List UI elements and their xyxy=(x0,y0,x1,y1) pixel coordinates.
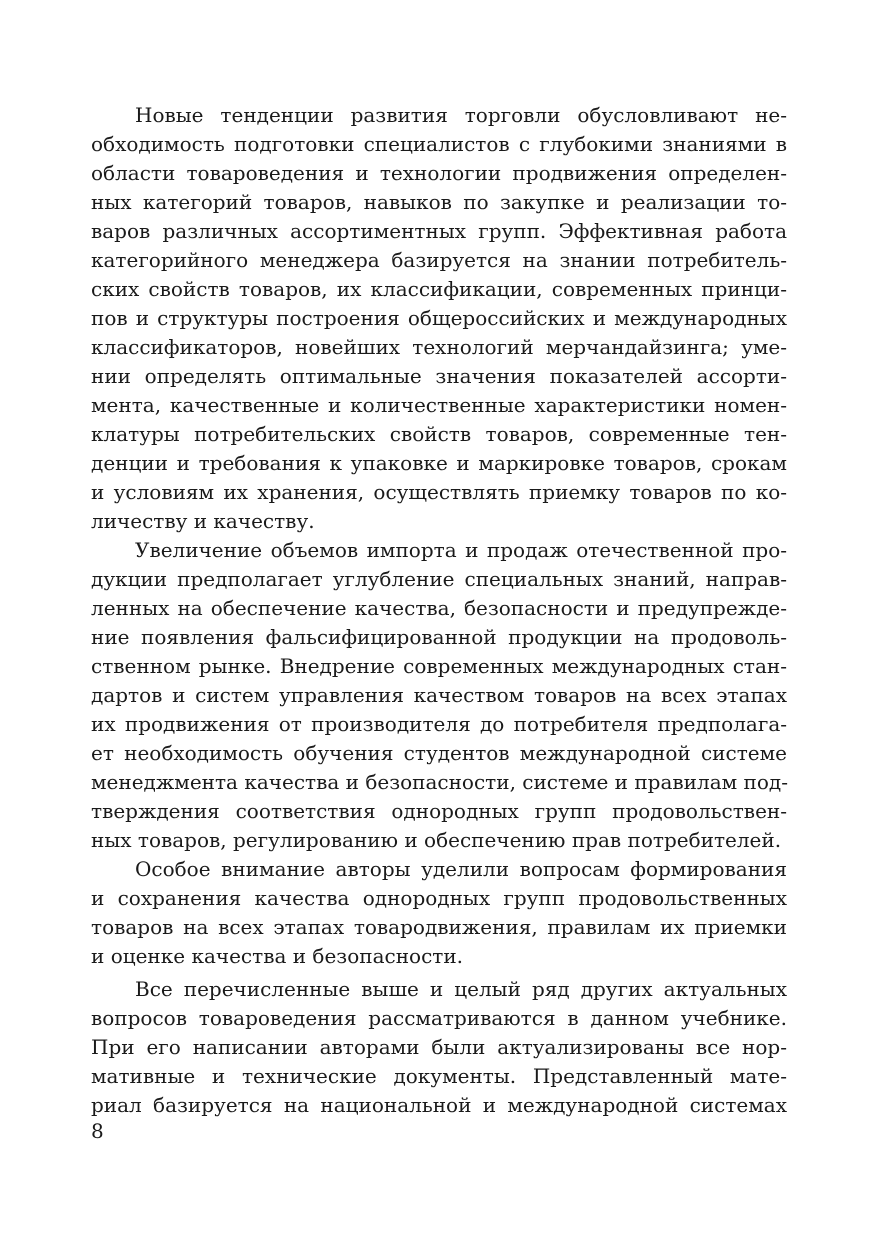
text-line: области товароведения и технологии продвижения определен- xyxy=(91,161,787,185)
text-line: ных товаров, регулированию и обеспечению прав потребителей. xyxy=(91,828,782,852)
text-line: дукции предполагает углубление специальных знаний, направ- xyxy=(91,567,787,591)
text-line: ет необходимость обучения студентов международной системе xyxy=(91,741,787,765)
text-line: их продвижения от производителя до потребителя предполага- xyxy=(91,712,787,736)
text-line: Увеличение объемов импорта и продаж отечественной про- xyxy=(135,538,787,562)
text-line: товаров на всех этапах товародвижения, правилам их приемки xyxy=(91,915,787,939)
text-line: личеству и качеству. xyxy=(91,509,315,533)
paragraph-2 xyxy=(91,536,787,855)
text-line: и оценке качества и безопасности. xyxy=(91,944,464,968)
text-line: мативные и технические документы. Представленный мате- xyxy=(91,1064,787,1088)
text-line: мента, качественные и количественные характеристики номен- xyxy=(91,393,787,417)
text-line: и условиям их хранения, осуществлять приемку товаров по ко- xyxy=(91,480,787,504)
text-line: обходимость подготовки специалистов с глубокими знаниями в xyxy=(91,132,787,156)
page-number: 8 xyxy=(91,1119,104,1143)
text-line: денции и требования к упаковке и маркировке товаров, срокам xyxy=(91,451,787,475)
page-body xyxy=(91,101,787,1120)
text-line: категорийного менеджера базируется на знании потребитель- xyxy=(91,248,787,272)
text-line: Новые тенденции развития торговли обусловливают не- xyxy=(135,103,787,127)
text-line: Особое внимание авторы уделили вопросам формирования xyxy=(135,857,787,881)
text-line: ственном рынке. Внедрение современных международных стан- xyxy=(91,654,787,678)
text-line: Все перечисленные выше и целый ряд других актуальных xyxy=(135,977,787,1001)
text-line: ние появления фальсифицированной продукции на продоволь- xyxy=(91,625,787,649)
text-line: тверждения соответствия однородных групп продовольствен- xyxy=(91,799,787,823)
paragraph-3 xyxy=(91,855,787,971)
text-line: риал базируется на национальной и международной системах xyxy=(91,1093,787,1117)
text-line: ских свойств товаров, их классификации, современных принци- xyxy=(91,277,787,301)
text-line: и сохранения качества однородных групп продовольственных xyxy=(91,886,787,910)
text-line: нии определять оптимальные значения показателей ассорти- xyxy=(91,364,787,388)
text-line: вопросов товароведения рассматриваются в данном учебнике. xyxy=(91,1006,787,1030)
text-line: варов различных ассортиментных групп. Эффективная работа xyxy=(91,219,787,243)
paragraph-1 xyxy=(91,101,787,536)
text-line: ных категорий товаров, навыков по закупке и реализации то- xyxy=(91,190,787,214)
text-line: При его написании авторами были актуализированы все нор- xyxy=(91,1035,787,1059)
text-line: пов и структуры построения общероссийских и международных xyxy=(91,306,787,330)
text-line: клатуры потребительских свойств товаров, современные тен- xyxy=(91,422,787,446)
text-line: ленных на обеспечение качества, безопасности и предупрежде- xyxy=(91,596,787,620)
text-line: менеджмента качества и безопасности, системе и правилам под- xyxy=(91,770,788,794)
paragraph-4 xyxy=(91,975,787,1120)
text-line: классификаторов, новейших технологий мерчандайзинга; уме- xyxy=(91,335,787,359)
text-line: дартов и систем управления качеством товаров на всех этапах xyxy=(91,683,787,707)
